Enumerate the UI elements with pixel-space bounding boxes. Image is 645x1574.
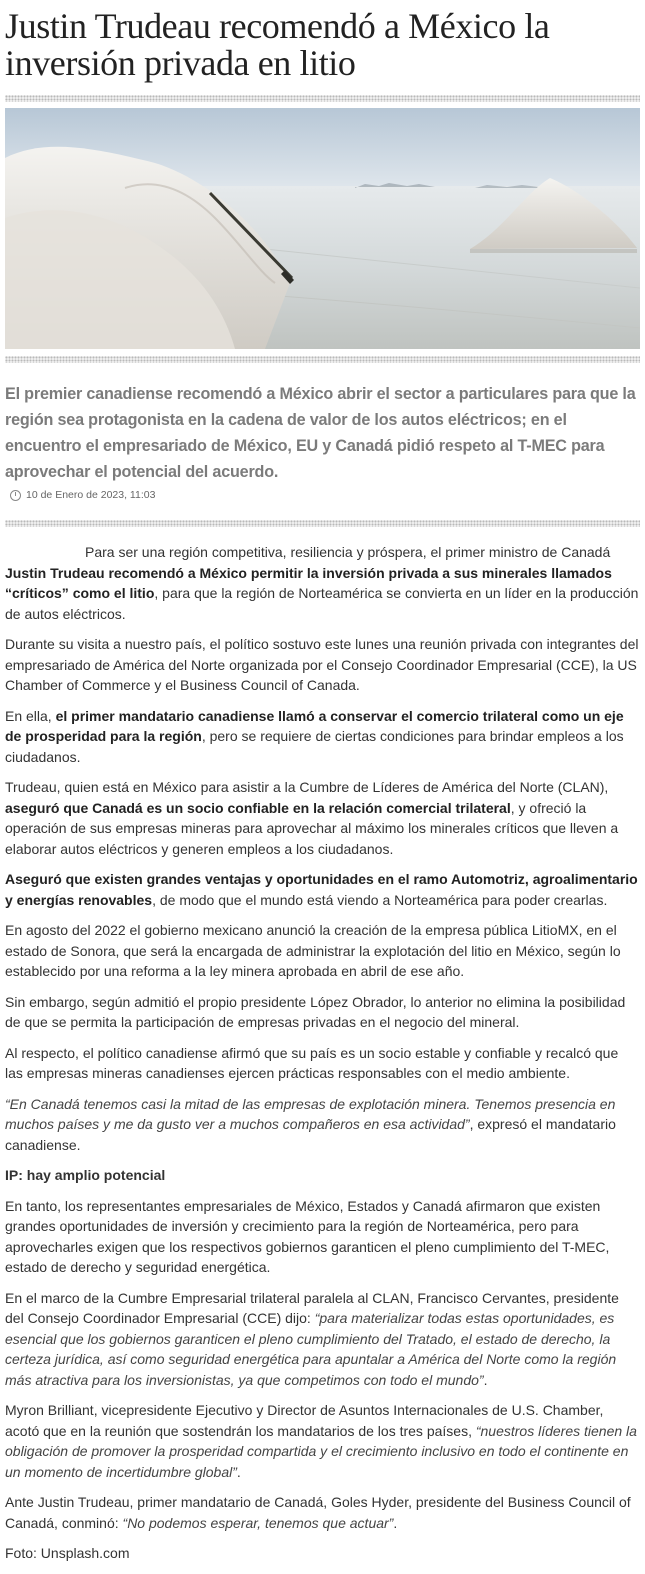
text: En el marco de la Cumbre Empresarial trilateral paralela al CLAN, Francisco Cervantes, presidente del Consejo Coordinador Empresarial (CCE) dijo: [5, 1289, 619, 1326]
quote-text: “En Canadá tenemos casi la mitad de las empresas de explotación minera. Tenemos presencia en muchos países y me da gusto ver a muchos compañeros en esa actividad” [5, 1095, 616, 1132]
text: En ella, [5, 707, 56, 724]
photo-credit: Foto: Unsplash.com [5, 1545, 130, 1561]
salt-flats-photo [5, 108, 640, 349]
bold-text: el primer mandatario canadiense llamó a conservar el comercio trilateral como un eje de prosperidad para la región [5, 707, 624, 744]
paragraph [5, 869, 640, 910]
bold-text: Justin Trudeau recomendó a México permitir la inversión privada a sus minerales llamados “críticos” como el litio [5, 564, 612, 601]
text: . [236, 1463, 241, 1480]
paragraph [5, 706, 640, 768]
section-subheading: IP: hay amplio potencial [5, 1167, 166, 1183]
paragraph: Durante su visita a nuestro país, el político sostuvo este lunes una reunión privada con integrantes del empresariado de América del Norte organizada por el Consejo Coordinador Empresarial (CCE), la US Chamber of Commerce y el Business Council of Canada. [5, 636, 639, 693]
hero-image [5, 108, 640, 349]
paragraph [5, 1094, 640, 1156]
paragraph [5, 1400, 640, 1482]
divider [5, 520, 640, 527]
text: , expresó el mandatario canadiense. [5, 1116, 616, 1153]
paragraph: Sin embargo, según admitió el propio presidente López Obrador, lo anterior no elimina la posibilidad de que se permita la participación de empresas privadas en el negocio del mineral. [5, 993, 626, 1030]
paragraph: En agosto del 2022 el gobierno mexicano anunció la creación de la empresa pública LitioMX, en el estado de Sonora, que será la encargada de administrar la explotación del litio en México, según lo establecido por una reforma a la ley minera aprobada en abril de ese año. [5, 922, 621, 979]
bold-text: Aseguró que existen grandes ventajas y oportunidades en el ramo Automotriz, agroalimentario y energías renovables [5, 871, 638, 908]
paragraph: En tanto, los representantes empresariales de México, Estados y Canadá afirmaron que existen grandes oportunidades de inversión y crecimiento para la región de Norteamérica, pero para aprovecharles exigen que los respectivos gobiernos garanticen el pleno cumplimiento del T-MEC, estado de derecho y seguridad energética. [5, 1197, 610, 1275]
text: . [483, 1371, 488, 1388]
text: , de modo que el mundo está viendo a Norteamérica para poder crearlas. [152, 891, 608, 908]
paragraph: Al respecto, el político canadiense afirmó que su país es un socio estable y confiable y recalcó que las empresas mineras canadienses ejercen prácticas responsables con el medio ambiente. [5, 1044, 619, 1081]
text: Myron Brilliant, vicepresidente Ejecutivo y Director de Asuntos Internacionales de U.S. Chamber, acotó que en la reunión que sostendrán los mandatarios de los tres países, [5, 1402, 604, 1439]
quote-text: “No podemos esperar, tenemos que actuar” [122, 1514, 394, 1531]
divider [5, 356, 640, 363]
quote-text: “nuestros líderes tienen la obligación de promover la prosperidad compartida y el crecimiento inclusivo en todo el continente en un momento de incertidumbre global” [5, 1422, 637, 1480]
text: . [393, 1514, 398, 1531]
quote-text: “para materializar todas estas oportunidades, es esencial que los gobiernos garanticen el pleno cumplimiento del Tratado, el estado de derecho, la certeza jurídica, así como seguridad energética para apuntalar a América del Norte como la región más atractiva para los inversionistas, ya que competimos con todo el mundo” [5, 1310, 617, 1388]
article-title: Justin Trudeau recomendó a México la inversión privada en litio [5, 6, 550, 83]
article [5, 0, 640, 1574]
article-body [5, 542, 640, 1564]
text: Trudeau, quien está en México para asistir a la Cumbre de Líderes de América del Norte (CLAN), [5, 779, 609, 795]
paragraph [5, 542, 640, 624]
text: , y ofreció la operación de sus empresas mineras para aprovechar al máximo los minerales críticos que lleven a elaborar autos eléctricos y generen empleos a los ciudadanos. [5, 799, 619, 857]
divider [5, 95, 640, 102]
paragraph [5, 777, 640, 859]
text: Para ser una región competitiva, resiliencia y próspera, el primer ministro de Canadá [85, 544, 611, 560]
text: Ante Justin Trudeau, primer mandatario de Canadá, Goles Hyder, presidente del Business Council of Canadá, conminó: [5, 1494, 631, 1531]
clock-icon [10, 490, 21, 501]
article-lede: El premier canadiense recomendó a México abrir el sector a particulares para que la región sea protagonista en la cadena de valor de los autos eléctricos; en el encuentro el empresariado de México, EU y Canadá pidió respeto al T-MEC para aprovechar el potencial del acuerdo. [5, 384, 636, 481]
text: , pero se requiere de ciertas condiciones para brindar empleos a los ciudadanos. [5, 728, 624, 765]
text: , para que la región de Norteamérica se convierta en un líder en la producción de autos eléctricos. [5, 585, 639, 622]
paragraph [5, 1288, 640, 1391]
publish-date [10, 489, 640, 501]
date-text: 10 de Enero de 2023, 11:03 [26, 489, 156, 501]
paragraph [5, 1492, 640, 1533]
bold-text: aseguró que Canadá es un socio confiable en la relación comercial trilateral [5, 799, 511, 816]
